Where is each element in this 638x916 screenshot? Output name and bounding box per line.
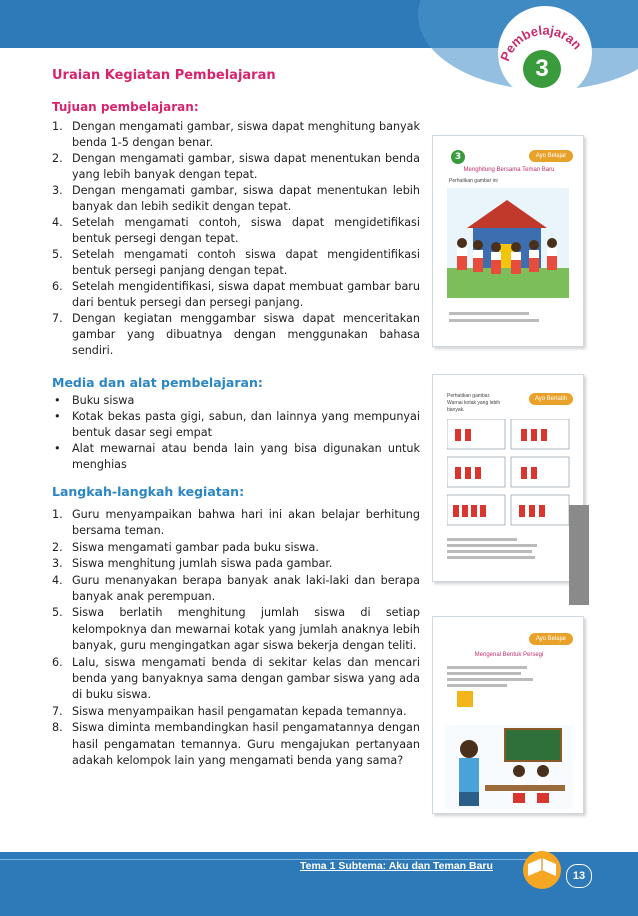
media-list <box>52 393 420 473</box>
media-item <box>52 409 420 441</box>
thumbnail-page-1 <box>432 135 584 347</box>
objective-item <box>52 215 420 247</box>
step-item <box>52 655 420 704</box>
objective-item <box>52 183 420 215</box>
objective-item-text: Setelah mengamati contoh, siswa dapat mengidetifikasi bentuk persegi dengan tepat. <box>72 216 420 245</box>
counting-grid-illustration <box>447 419 571 529</box>
objectives-heading: Tujuan pembelajaran: <box>52 100 199 114</box>
step-item-text: Guru menanyakan berapa banyak anak laki-laki dan berapa banyak anak perempuan. <box>72 573 420 604</box>
step-item-text: Siswa menyampaikan hasil pengamatan kepada temannya. <box>72 704 407 718</box>
media-item <box>52 441 420 473</box>
step-item-number: 4. <box>52 573 63 587</box>
thumbnail-title: Mengenal Bentuk Persegi <box>474 652 544 658</box>
thumbnail-tag: Ayo Berlatih <box>529 393 573 405</box>
step-item-number: 5. <box>52 606 63 620</box>
objective-item <box>52 279 420 311</box>
step-item-text: Siswa berlatih menghitung jumlah siswa di setiap kelompoknya dan mewarnai kotak yang jumlah anaknya lebih banyak, guru mengingatkan agar siswa bekerja dengan teliti. <box>72 606 420 653</box>
objective-item-number: 2. <box>52 152 63 165</box>
objective-item <box>52 311 420 359</box>
step-item <box>52 540 420 556</box>
step-item-number: 3. <box>52 557 63 571</box>
footer-theme-text: Tema 1 Subtema: Aku dan Teman Baru <box>300 860 493 872</box>
step-item-number: 8. <box>52 721 63 735</box>
media-item-text: Alat mewarnai atau benda lain yang bisa digunakan untuk menghias <box>72 442 420 471</box>
lesson-badge-number: 3 <box>523 50 561 88</box>
thumbnail-note: Perhatikan gambar. Warnai kotak yang lebih banyak. <box>447 393 501 413</box>
step-item <box>52 605 420 654</box>
objective-item-number: 3. <box>52 184 63 197</box>
square-shape-example <box>457 691 473 707</box>
objective-item <box>52 151 420 183</box>
media-item-number: • <box>54 394 61 407</box>
page-number: 13 <box>566 864 592 888</box>
page-edge-shadow <box>569 505 589 605</box>
step-item-number: 7. <box>52 704 63 718</box>
step-item-number: 2. <box>52 540 63 554</box>
objectives-list <box>52 119 420 359</box>
objective-item-text: Dengan mengamati gambar, siswa dapat menghitung banyak benda 1-5 dengan benar. <box>72 120 420 149</box>
media-heading: Media dan alat pembelajaran: <box>52 375 263 390</box>
media-item-text: Buku siswa <box>72 394 135 407</box>
thumbnail-questions <box>449 308 559 326</box>
thumbnail-tag: Ayo Belajar <box>529 150 573 162</box>
classroom-illustration <box>447 188 569 298</box>
thumbnail-tag: Ayo Belajar <box>529 633 573 645</box>
step-item-text: Siswa mengamati gambar pada buku siswa. <box>72 540 319 554</box>
objective-item-text: Dengan mengamati gambar, siswa dapat menentukan benda yang lebih banyak dengan tepat. <box>72 152 420 181</box>
steps-list <box>52 507 420 770</box>
objective-item-text: Dengan mengamati gambar, siswa dapat menentukan lebih banyak dan lebih sedikit dengan tepat. <box>72 184 420 213</box>
steps-heading: Langkah-langkah kegiatan: <box>52 484 245 499</box>
objective-item-number: 4. <box>52 216 63 229</box>
lesson-badge-label: Pembelajaran <box>497 22 585 64</box>
thumbnail-title: Menghitung Bersama Teman Baru <box>463 167 555 173</box>
thumbnail-text <box>447 663 557 690</box>
step-item-text: Siswa diminta membandingkan hasil pengamatannya dengan hasil pengamatan temannya. Guru mengajukan pertanyaan adakah kelompok lain yang mengamati benda yang sama? <box>72 721 420 768</box>
objective-item-text: Setelah mengamati contoh siswa dapat mengidentifikasi bentuk persegi panjang dengan tepat. <box>72 248 420 277</box>
objective-item-text: Dengan kegiatan menggambar siswa dapat menceritakan gambar yang dibuatnya dengan menggunakan bahasa sendiri. <box>72 312 420 357</box>
page-title: Uraian Kegiatan Pembelajaran <box>52 68 276 83</box>
objective-item <box>52 119 420 151</box>
step-item <box>52 556 420 572</box>
thumbnail-note: Perhatikan gambar ini <box>449 178 498 184</box>
objective-item-number: 5. <box>52 248 63 261</box>
step-item-text: Guru menyampaikan bahwa hari ini akan belajar berhitung bersama teman. <box>72 508 420 538</box>
media-item-text: Kotak bekas pasta gigi, sabun, dan lainnya yang mempunyai bentuk dasar segi empat <box>72 410 420 439</box>
thumbnail-footer-text <box>447 535 557 562</box>
objective-item-text: Setelah mengidentifikasi, siswa dapat membuat gambar baru dari bentuk persegi dan persegi panjang. <box>72 280 420 309</box>
step-item <box>52 720 420 769</box>
thumbnail-page-3 <box>432 616 584 814</box>
step-item-number: 6. <box>52 655 63 669</box>
thumbnail-lesson-number: 3 <box>451 150 465 164</box>
step-item-number: 1. <box>52 508 63 521</box>
objective-item <box>52 247 420 279</box>
step-item <box>52 704 420 720</box>
media-item-number: • <box>54 442 61 455</box>
step-item <box>52 573 420 606</box>
objective-item-number: 6. <box>52 280 63 293</box>
open-book-icon <box>520 850 564 890</box>
thumbnail-page-2 <box>432 374 584 582</box>
teacher-students-illustration <box>445 725 573 809</box>
step-item-text: Lalu, siswa mengamati benda di sekitar kelas dan mencari benda yang banyaknya sama dengan gambar siswa yang ada di buku siswa. <box>72 655 420 702</box>
step-item <box>52 507 420 540</box>
media-item <box>52 393 420 409</box>
objective-item-number: 7. <box>52 312 63 325</box>
objective-item-number: 1. <box>52 120 63 133</box>
media-item-number: • <box>54 410 61 423</box>
step-item-text: Siswa menghitung jumlah siswa pada gambar. <box>72 557 333 571</box>
